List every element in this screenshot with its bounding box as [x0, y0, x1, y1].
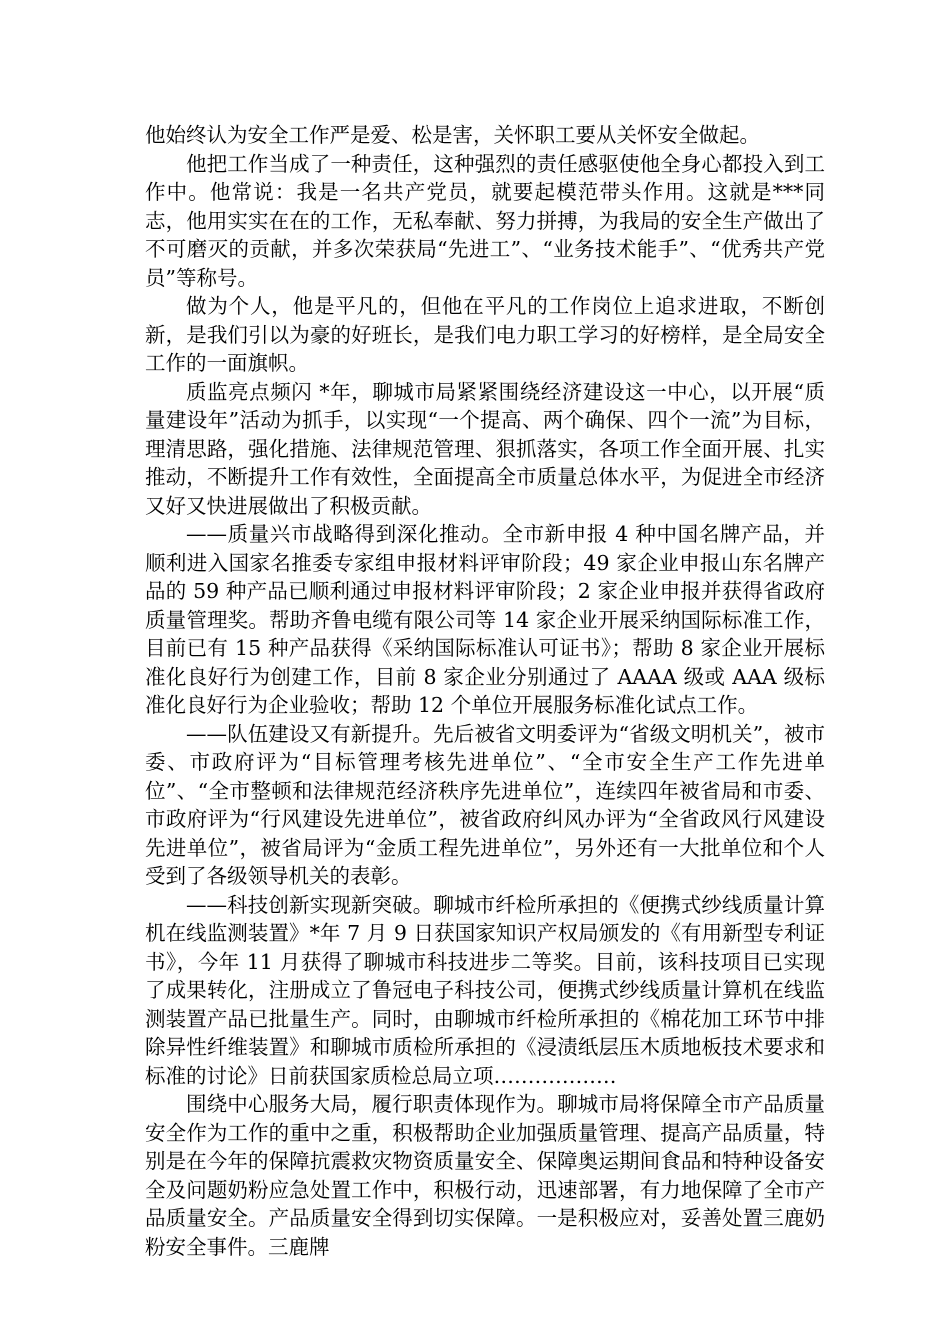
- paragraph-service-center: 围绕中心服务大局，履行职责体现作为。聊城市局将保障全市产品质量安全作为工作的重中之重，积极帮助企业加强质量管理、提高产品质量，特别是在今年的保障抗震救灾物资质量安全、保障奥运期间食品和特种设备安全及问题奶粉应急处置工作中，积极行动，迅速部署，有力地保障了全市产品质量安全。产品质量安全得到切实保障。一是积极应对，妥善处置三鹿奶粉安全事件。三鹿牌: [145, 1092, 825, 1259]
- paragraph-responsibility: 他把工作当成了一种责任，这种强烈的责任感驱使他全身心都投入到工作中。他常说：我是一名共产党员，就要起模范带头作用。这就是***同志，他用实实在在的工作，无私奉献、努力拼搏，为我局的安全生产做出了不可磨灭的贡献，并多次荣获局“先进工”、“业务技术能手”、“优秀共产党员”等称号。: [145, 151, 825, 290]
- paragraph-team-building: ——队伍建设又有新提升。先后被省文明委评为“省级文明机关”，被市委、市政府评为“目标管理考核先进单位”、“全市安全生产工作先进单位”、“全市整顿和法律规范经济秩序先进单位”，连续四年被省局和市委、市政府评为“行风建设先进单位”，被省政府纠风办评为“全省政风行风建设先进单位”，被省局评为“金质工程先进单位”，另外还有一大批单位和个人受到了各级领导机关的表彰。: [145, 721, 825, 888]
- paragraph-quality-highlights: 质监亮点频闪 *年，聊城市局紧紧围绕经济建设这一中心，以开展“质量建设年”活动为抓手，以实现“一个提高、两个确保、四个一流”为目标，理清思路，强化措施、法律规范管理、狠抓落实，各项工作全面开展、扎实推动，不断提升工作有效性，全面提高全市质量总体水平，为促进全市经济又好又快进展做出了积极贡献。: [145, 379, 825, 518]
- paragraph-brand-strategy: ——质量兴市战略得到深化推动。全市新申报 4 种中国名牌产品，并顺利进入国家名推委专家组申报材料评审阶段；49 家企业申报山东名牌产品的 59 种产品已顺利通过申报材料评审阶段；2 家企业申报并获得省政府质量管理奖。帮助齐鲁电缆有限公司等 14 家企业开展采纳国际标准工作，目前已有 15 种产品获得《采纳国际标准认可证书》；帮助 8 家企业开展标准化良好行为创建工作，目前 8 家企业分别通过了 AAAA 级或 AAA 级标准化良好行为企业验收；帮助 12 个单位开展服务标准化试点工作。: [145, 522, 825, 717]
- paragraph-safety-belief: 他始终认为安全工作严是爱、松是害，关怀职工要从关怀安全做起。: [145, 123, 760, 147]
- document-body: [145, 121, 825, 1261]
- paragraph-role-model: 做为个人，他是平凡的，但他在平凡的工作岗位上追求进取，不断创新，是我们引以为豪的好班长，是我们电力职工学习的好榜样，是全局安全工作的一面旗帜。: [145, 294, 825, 375]
- paragraph-tech-innovation: ——科技创新实现新突破。聊城市纤检所承担的《便携式纱线质量计算机在线监测装置》*年 7 月 9 日获国家知识产权局颁发的《有用新型专利证书》，今年 11 月获得了聊城市科技进步二等奖。目前，该科技项目已实现了成果转化，注册成立了鲁冠电子科技公司，便携式纱线质量计算机在线监测装置产品已批量生产。同时，由聊城市纤检所承担的《棉花加工环节中排除异性纤维装置》和聊城市质检所承担的《浸渍纸层压木质地板技术要求和标准的讨论》日前获国家质检总局立项………………: [145, 892, 825, 1088]
